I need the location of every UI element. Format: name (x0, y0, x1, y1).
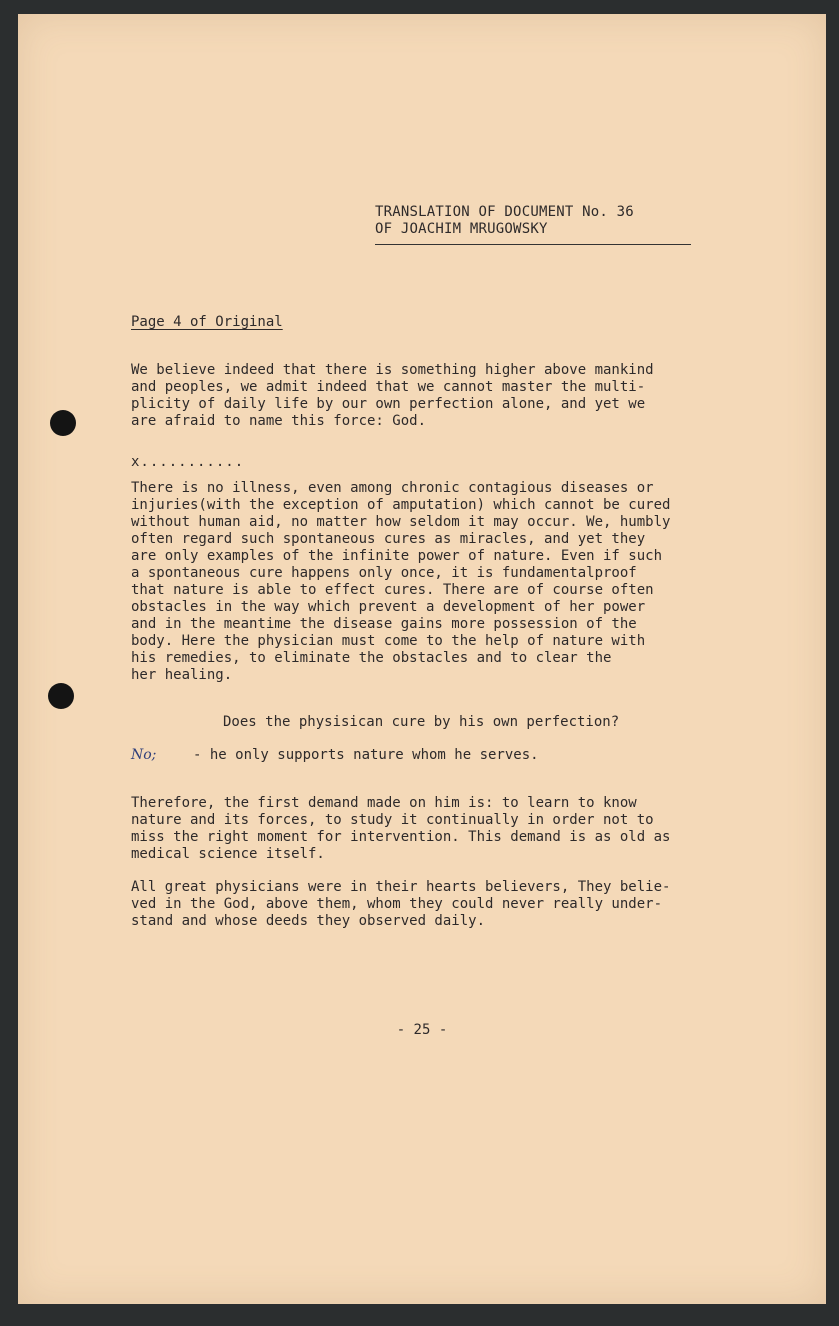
heading-underline (375, 244, 691, 245)
question-line: Does the physisican cure by his own perfection? (223, 714, 620, 730)
heading-line-2: OF JOACHIM MRUGOWSKY (375, 221, 548, 237)
punch-hole-upper (50, 410, 76, 436)
document-page (18, 14, 826, 1304)
paragraph-4: All great physicians were in their hearts believers, They belie- ved in the God, above them, whom they could never really under- stand and whose deeds they observed daily. (131, 879, 671, 929)
page-reference: Page 4 of Original (131, 314, 283, 330)
page-number: - 25 - (396, 1022, 448, 1038)
handwritten-no: No; (131, 747, 157, 763)
paragraph-1: We believe indeed that there is something higher above mankind and peoples, we admit indeed that we cannot master the multi- plicity of daily life by our own perfection alone, and yet we are afraid to name this force: God. (131, 362, 654, 429)
paragraph-2: There is no illness, even among chronic contagious diseases or injuries(with the exception of amputation) which cannot be cured without human aid, no matter how seldom it may occur. We, humbly often regard such spontaneous cures as miracles, and yet they are only examples of the infinite power of nature. Even if such a spontaneous cure happens only once, it is fundamentalproof that nature is able to effect cures. There are of course often obstacles in the way which prevent a development of her power and in the meantime the disease gains more possession of the body. Here the physician must come to the help of nature with his remedies, to eliminate the obstacles and to clear the her healing. (131, 480, 671, 683)
paragraph-3: Therefore, the first demand made on him is: to learn to know nature and its forces, to study it continually in order not to miss the right moment for intervention. This demand is as old as medical science itself. (131, 795, 671, 862)
separator-dots: x........... (131, 454, 245, 470)
heading-line-1: TRANSLATION OF DOCUMENT No. 36 (375, 204, 634, 220)
punch-hole-lower (48, 683, 74, 709)
document-heading (375, 204, 634, 238)
answer-line: - he only supports nature whom he serves. (193, 747, 539, 763)
